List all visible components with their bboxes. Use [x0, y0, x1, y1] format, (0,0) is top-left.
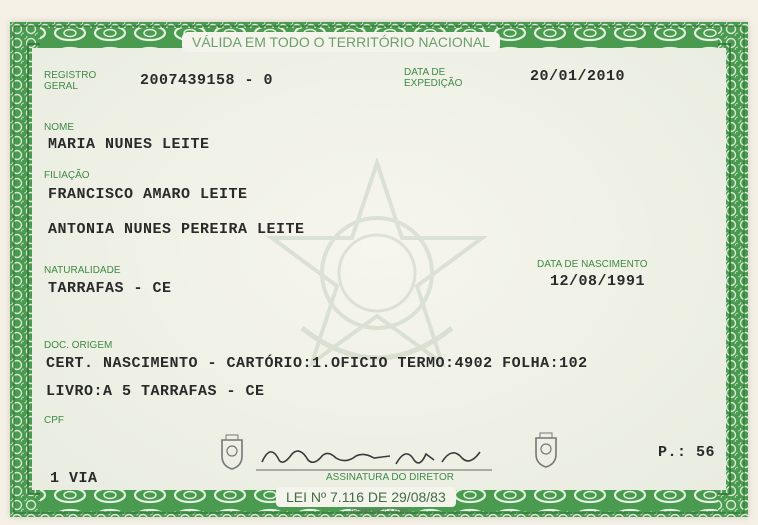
validity-banner: VÁLIDA EM TODO O TERRITÓRIO NACIONAL: [182, 32, 500, 52]
doc-origem-label: DOC. ORIGEM: [44, 340, 113, 351]
expedicao-label-line1: DATA DE: [404, 67, 446, 78]
via-value: 1 VIA: [50, 470, 98, 487]
filiacao-label: FILIAÇÃO: [44, 170, 90, 181]
filiacao-mother: ANTONIA NUNES PEREIRA LEITE: [48, 221, 305, 238]
director-signature: [256, 440, 496, 474]
expedicao-label-line2: EXPEDIÇÃO: [404, 78, 463, 89]
filiacao-father: FRANCISCO AMARO LEITE: [48, 186, 248, 203]
identity-card: [10, 22, 748, 517]
registro-label-line2: GERAL: [44, 81, 78, 92]
law-banner: LEI Nº 7.116 DE 29/08/83: [276, 487, 456, 507]
printer-imprint: THOMAS GREG & SONS: [350, 509, 408, 515]
coat-of-arms-watermark: [262, 158, 492, 388]
doc-origem-line1: CERT. NASCIMENTO - CARTÓRIO:1.OFICIO TERMO:4902 FOLHA:102: [46, 355, 588, 372]
signature-label: ASSINATURA DO DIRETOR: [326, 472, 454, 483]
cpf-label: CPF: [44, 415, 64, 426]
nascimento-value: 12/08/1991: [550, 273, 646, 290]
registro-value: 2007439158 - 0: [140, 72, 274, 89]
nascimento-label: DATA DE NASCIMENTO: [537, 259, 648, 270]
nome-label: NOME: [44, 122, 74, 133]
naturalidade-value: TARRAFAS - CE: [48, 280, 172, 297]
registro-label-line1: REGISTRO: [44, 70, 97, 81]
nome-value: MARIA NUNES LEITE: [48, 136, 210, 153]
naturalidade-label: NATURALIDADE: [44, 265, 121, 276]
doc-origem-line2: LIVRO:A 5 TARRAFAS - CE: [46, 383, 265, 400]
registro-label: [44, 70, 96, 92]
expedicao-label: [404, 67, 462, 89]
state-seal-right: [532, 432, 560, 468]
state-seal-left: [218, 434, 246, 470]
expedicao-value: 20/01/2010: [530, 68, 626, 85]
page-value: P.: 56: [658, 444, 716, 461]
